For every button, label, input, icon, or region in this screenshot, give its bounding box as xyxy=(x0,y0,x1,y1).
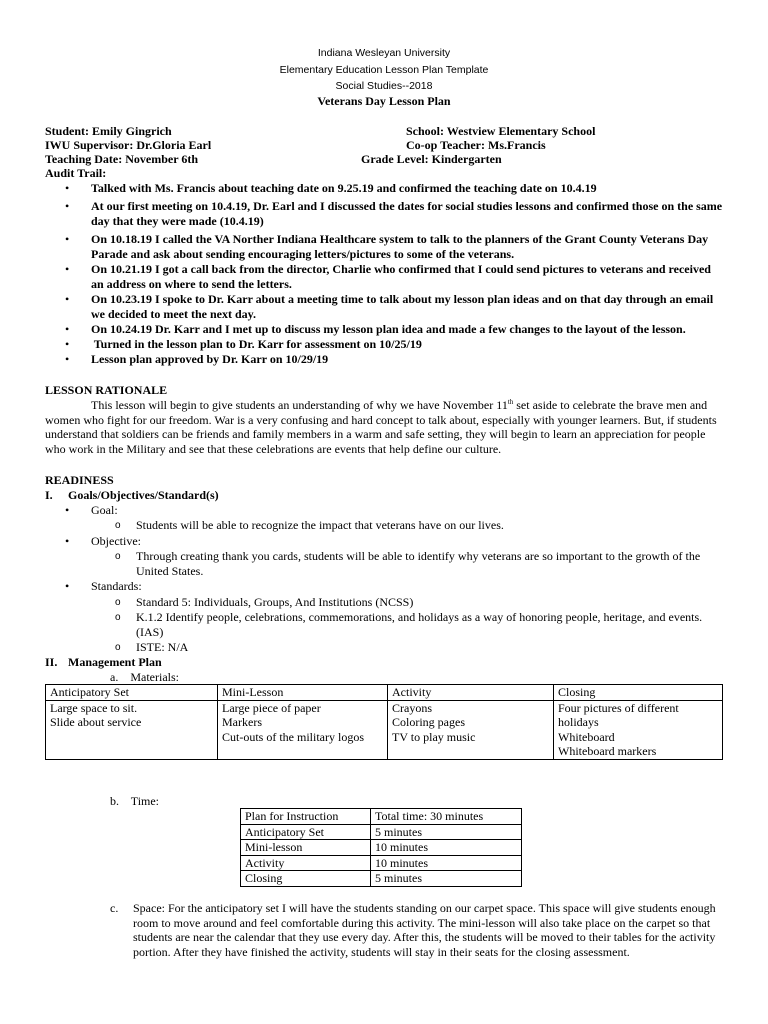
column-header: Mini-Lesson xyxy=(218,685,388,701)
table-cell xyxy=(388,700,554,759)
table-cell: 10 minutes xyxy=(371,855,522,871)
table-cell: Activity xyxy=(241,855,371,871)
table-cell: 5 minutes xyxy=(371,871,522,887)
table-row xyxy=(241,840,522,856)
audit-trail-label: Audit Trail: xyxy=(45,166,107,180)
circle-bullet-icon: o xyxy=(115,612,121,623)
audit-item: On 10.21.19 I got a call back from the director, Charlie who confirmed that I could send pictures to veterans and received an address on where to send the letters. xyxy=(91,262,711,291)
goal-label: Goal: xyxy=(91,503,118,517)
audit-item: Lesson plan approved by Dr. Karr on 10/29/19 xyxy=(91,352,329,366)
grade-level: Grade Level: Kindergarten xyxy=(361,152,502,166)
circle-bullet-icon: o xyxy=(115,642,121,653)
table-cell: Mini-lesson xyxy=(241,840,371,856)
material-item: Cut-outs of the military logos xyxy=(222,729,364,744)
standard-item: K.1.2 Identify people, celebrations, commemorations, and holidays as a way of honoring people, heritage, and events. (IAS) xyxy=(136,610,703,639)
coop-teacher: Co-op Teacher: Ms.Francis xyxy=(406,138,546,152)
audit-item: Turned in the lesson plan to Dr. Karr for assessment on 10/25/19 xyxy=(91,337,422,351)
section-number: I. xyxy=(45,488,53,502)
table-header-row xyxy=(46,685,723,701)
bullet-icon: • xyxy=(65,579,70,593)
objective-text: Through creating thank you cards, students will be able to identify why veterans are so important to the growth of the United States. xyxy=(136,549,701,578)
bullet-icon: • xyxy=(65,232,70,246)
readiness-heading: READINESS xyxy=(45,473,114,487)
lesson-title: Veterans Day Lesson Plan xyxy=(317,94,451,108)
audit-item: On 10.23.19 I spoke to Dr. Karr about a meeting time to talk about my lesson plan ideas and on that day through an email we decided to meet the next day. xyxy=(91,292,714,321)
table-cell: 10 minutes xyxy=(371,840,522,856)
teaching-date: Teaching Date: November 6th xyxy=(45,152,198,166)
table-cell xyxy=(46,700,218,759)
rationale-heading: LESSON RATIONALE xyxy=(45,383,168,397)
supervisor-name: IWU Supervisor: Dr.Gloria Earl xyxy=(45,138,212,152)
materials-table xyxy=(45,684,723,760)
audit-item: On 10.18.19 I called the VA Norther Indiana Healthcare system to talk to the planners of the Grant County Veterans Day Parade and ask about sending encouraging letters/pictures to some of the veterans. xyxy=(91,232,709,261)
rationale-text: This lesson will begin to give students an understanding of why we have November 11 xyxy=(91,398,508,412)
bullet-icon: • xyxy=(65,292,70,306)
table-cell: Total time: 30 minutes xyxy=(371,809,522,825)
university-name: Indiana Wesleyan University xyxy=(317,47,451,59)
space-text: Space: For the anticipatory set I will have the students standing on our carpet space. This space will give students enough room to move around and feel comfortable during this activity. The mini-lesson will also take place on the carpet so that students are near the calendar that they use every day. After this, the students will be moved to their tables for the activity portion. After they have finished the activity, students will stay in their seats for the closing assessment. xyxy=(133,901,716,959)
material-item: Whiteboard xyxy=(558,729,615,744)
time-table xyxy=(240,808,522,887)
material-item: TV to play music xyxy=(392,729,476,744)
table-cell xyxy=(554,700,723,759)
material-item: Large space to sit. xyxy=(50,700,138,715)
bullet-icon: • xyxy=(65,181,70,195)
goal-text: Students will be able to recognize the impact that veterans have on our lives. xyxy=(136,518,504,532)
rationale-text-cont: set aside to celebrate the brave men and women who fight for our freedom. War is a very confusing and hard concept to talk about, especially with younger learners. But, if students understand that soldiers can be friends and family members in a warm and safe setting, they will begin to learn an appreciation for people who work in the Military and see that these celebrations are events that help define our culture. xyxy=(45,398,717,456)
table-cell: Closing xyxy=(241,871,371,887)
standards-label: Standards: xyxy=(91,579,142,593)
bullet-icon: • xyxy=(65,199,70,213)
column-header: Activity xyxy=(388,685,554,701)
table-row xyxy=(46,700,723,759)
table-cell: Plan for Instruction xyxy=(241,809,371,825)
section-number: II. xyxy=(45,655,58,669)
audit-item: On 10.24.19 Dr. Karr and I met up to discuss my lesson plan idea and made a few changes to the layout of the lesson. xyxy=(91,322,686,336)
student-name: Student: Emily Gingrich xyxy=(45,124,172,138)
objective-label: Objective: xyxy=(91,534,141,548)
material-item: Crayons xyxy=(392,700,432,715)
column-header: Anticipatory Set xyxy=(46,685,218,701)
standard-item: ISTE: N/A xyxy=(136,640,189,654)
materials-label: a. Materials: xyxy=(110,670,179,684)
material-item: Four pictures of different holidays xyxy=(558,700,679,730)
material-item: Large piece of paper xyxy=(222,700,321,715)
material-item: Whiteboard markers xyxy=(558,744,657,759)
standard-item: Standard 5: Individuals, Groups, And Institutions (NCSS) xyxy=(136,595,414,609)
circle-bullet-icon: o xyxy=(115,551,121,562)
table-cell xyxy=(218,700,388,759)
circle-bullet-icon: o xyxy=(115,597,121,608)
table-row xyxy=(241,809,522,825)
rationale-paragraph xyxy=(45,398,725,456)
material-item: Coloring pages xyxy=(392,715,465,730)
table-row xyxy=(241,824,522,840)
ordinal-suffix: th xyxy=(507,398,514,406)
time-label: b. Time: xyxy=(110,794,160,808)
table-row xyxy=(241,871,522,887)
table-cell: 5 minutes xyxy=(371,824,522,840)
management-heading: Management Plan xyxy=(68,655,162,669)
bullet-icon: • xyxy=(65,534,70,548)
template-name: Elementary Education Lesson Plan Template xyxy=(279,64,489,76)
bullet-icon: • xyxy=(65,322,70,336)
school-name: School: Westview Elementary School xyxy=(406,124,596,138)
bullet-icon: • xyxy=(65,337,70,351)
material-item: Slide about service xyxy=(50,715,142,730)
audit-item: Talked with Ms. Francis about teaching date on 9.25.19 and confirmed the teaching date on 10.4.19 xyxy=(91,181,597,195)
subject-year: Social Studies--2018 xyxy=(335,80,433,92)
audit-item: At our first meeting on 10.4.19, Dr. Earl and I discussed the dates for social studies lessons and confirmed those on the same day that they were made (10.4.19) xyxy=(91,199,723,228)
table-cell: Anticipatory Set xyxy=(241,824,371,840)
circle-bullet-icon: o xyxy=(115,520,121,531)
space-label: c. xyxy=(110,901,119,915)
bullet-icon: • xyxy=(65,352,70,366)
column-header: Closing xyxy=(554,685,723,701)
goals-heading: Goals/Objectives/Standard(s) xyxy=(68,488,219,502)
table-row xyxy=(241,855,522,871)
bullet-icon: • xyxy=(65,262,70,276)
bullet-icon: • xyxy=(65,503,70,517)
material-item: Markers xyxy=(222,715,262,730)
